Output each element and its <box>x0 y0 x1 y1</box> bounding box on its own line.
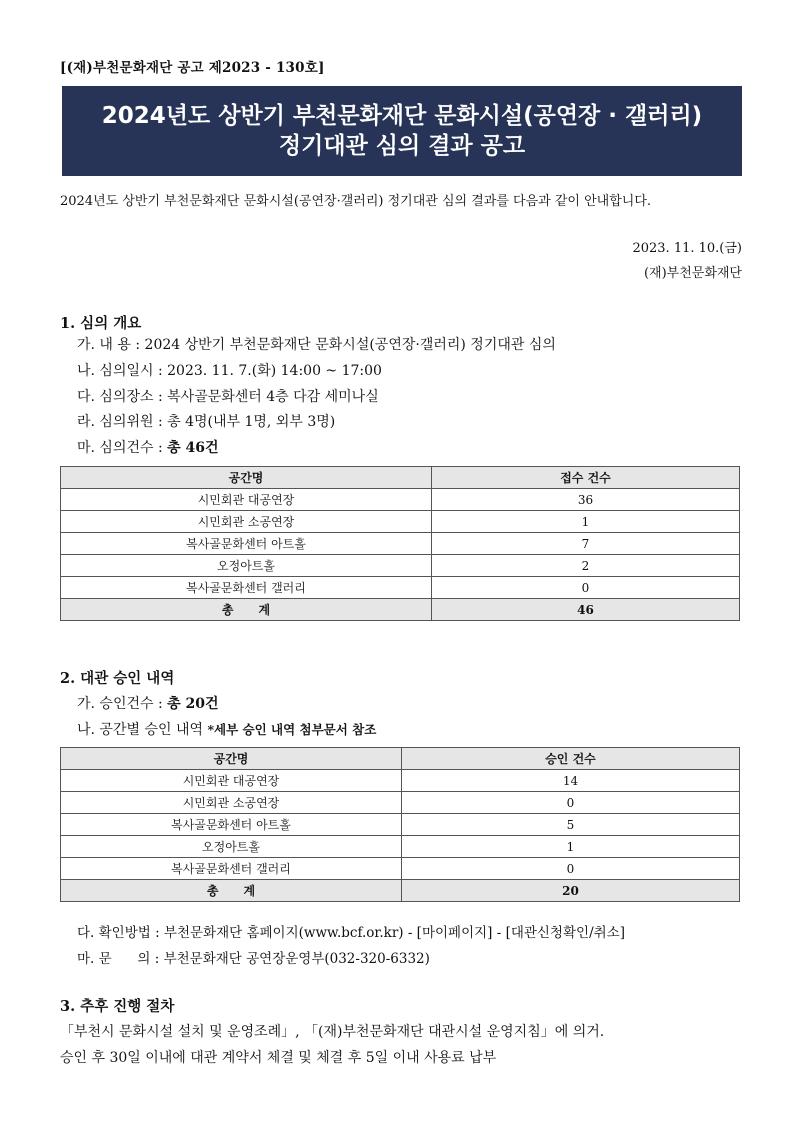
reception-table <box>60 466 740 621</box>
item-note: *세부 승인 내역 첨부문서 참조 <box>207 722 377 737</box>
item-value: 복사골문화센터 4층 다감 세미나실 <box>167 389 379 405</box>
table-row <box>61 792 740 814</box>
item-value: 2024 상반기 부천문화재단 문화시설(공연장·갤러리) 정기대관 심의 <box>144 337 556 353</box>
table-row <box>61 533 740 555</box>
title-banner <box>62 86 742 176</box>
count: 1 <box>432 511 740 533</box>
space-name: 복사골문화센터 갤러리 <box>61 577 432 599</box>
space-name: 시민회관 소공연장 <box>61 792 402 814</box>
total-label: 총 계 <box>61 599 432 621</box>
title-line-1: 2024년도 상반기 부천문화재단 문화시설(공연장 · 갤러리) <box>101 103 703 129</box>
table-row <box>61 858 740 880</box>
item-value: 2023. 11. 7.(화) 14:00 ~ 17:00 <box>167 363 382 379</box>
section-3-line-1: 「부천시 문화시설 설치 및 운영조례」, 「(재)부천문화재단 대관시설 운영지침」에 의거. <box>60 1024 605 1040</box>
section-2-item-c: 다. 확인방법 : 부천문화재단 홈페이지(www.bcf.or.kr) - [마이페이지] - [대관신청확인/취소] <box>77 925 625 941</box>
table-total-row <box>61 599 740 621</box>
item-value: 총 46건 <box>167 440 219 456</box>
count: 36 <box>432 489 740 511</box>
item-value: 총 20건 <box>167 696 219 712</box>
space-name: 오정아트홀 <box>61 836 402 858</box>
table-row <box>61 489 740 511</box>
table-total-row <box>61 880 740 902</box>
item-label: 다. 심의장소 : <box>77 389 168 405</box>
space-name: 복사골문화센터 아트홀 <box>61 814 402 836</box>
table-row <box>61 555 740 577</box>
section-1-item-d <box>77 411 335 431</box>
space-name: 복사골문화센터 아트홀 <box>61 533 432 555</box>
section-2-heading: 2. 대관 승인 내역 <box>60 670 175 687</box>
item-label: 가. 승인건수 : <box>77 696 168 712</box>
section-1-heading: 1. 심의 개요 <box>60 315 142 332</box>
table-row <box>61 770 740 792</box>
section-1-item-c <box>77 386 379 406</box>
space-name: 시민회관 대공연장 <box>61 770 402 792</box>
item-label: 마. 심의건수 : <box>77 440 168 456</box>
header-count: 접수 건수 <box>432 467 740 489</box>
space-name: 시민회관 소공연장 <box>61 511 432 533</box>
table-header-row <box>61 748 740 770</box>
section-1-item-b <box>77 360 382 380</box>
header-space-name: 공간명 <box>61 467 432 489</box>
count: 1 <box>402 836 740 858</box>
section-1-item-e <box>77 437 219 457</box>
item-label: 가. 내 용 : <box>77 337 145 353</box>
intro-text: 2024년도 상반기 부천문화재단 문화시설(공연장·갤러리) 정기대관 심의 결과를 다음과 같이 안내합니다. <box>60 194 652 209</box>
table-header-row <box>61 467 740 489</box>
space-name: 시민회관 대공연장 <box>61 489 432 511</box>
item-label: 라. 심의위원 : <box>77 414 168 430</box>
count: 0 <box>402 792 740 814</box>
count: 7 <box>432 533 740 555</box>
section-3-heading: 3. 추후 진행 절차 <box>60 998 175 1015</box>
notice-number: [(재)부천문화재단 공고 제2023 - 130호] <box>60 60 325 76</box>
count: 0 <box>402 858 740 880</box>
section-1-item-a <box>77 334 556 354</box>
count: 2 <box>432 555 740 577</box>
header-space-name: 공간명 <box>61 748 402 770</box>
count: 0 <box>432 577 740 599</box>
section-2-item-d: 마. 문 의 : 부천문화재단 공연장운영부(032-320-6332) <box>77 951 430 967</box>
table-row <box>61 814 740 836</box>
title-line-2: 정기대관 심의 결과 공고 <box>278 133 526 159</box>
count: 14 <box>402 770 740 792</box>
section-2-item-a <box>77 693 219 713</box>
notice-date: 2023. 11. 10.(금) <box>632 241 742 256</box>
count: 5 <box>402 814 740 836</box>
section-3-line-2: 승인 후 30일 이내에 대관 계약서 체결 및 체결 후 5일 이내 사용료 납부 <box>60 1050 497 1066</box>
section-2-item-b <box>77 719 376 739</box>
table-row <box>61 577 740 599</box>
item-label: 나. 공간별 승인 내역 <box>77 722 208 738</box>
approval-table <box>60 747 740 902</box>
item-value: 총 4명(내부 1명, 외부 3명) <box>167 414 336 430</box>
item-label: 나. 심의일시 : <box>77 363 168 379</box>
total-label: 총 계 <box>61 880 402 902</box>
header-count: 승인 건수 <box>402 748 740 770</box>
table-row <box>61 836 740 858</box>
total-count: 20 <box>402 880 740 902</box>
table-row <box>61 511 740 533</box>
total-count: 46 <box>432 599 740 621</box>
space-name: 오정아트홀 <box>61 555 432 577</box>
space-name: 복사골문화센터 갤러리 <box>61 858 402 880</box>
organization-name: (재)부천문화재단 <box>643 266 742 281</box>
